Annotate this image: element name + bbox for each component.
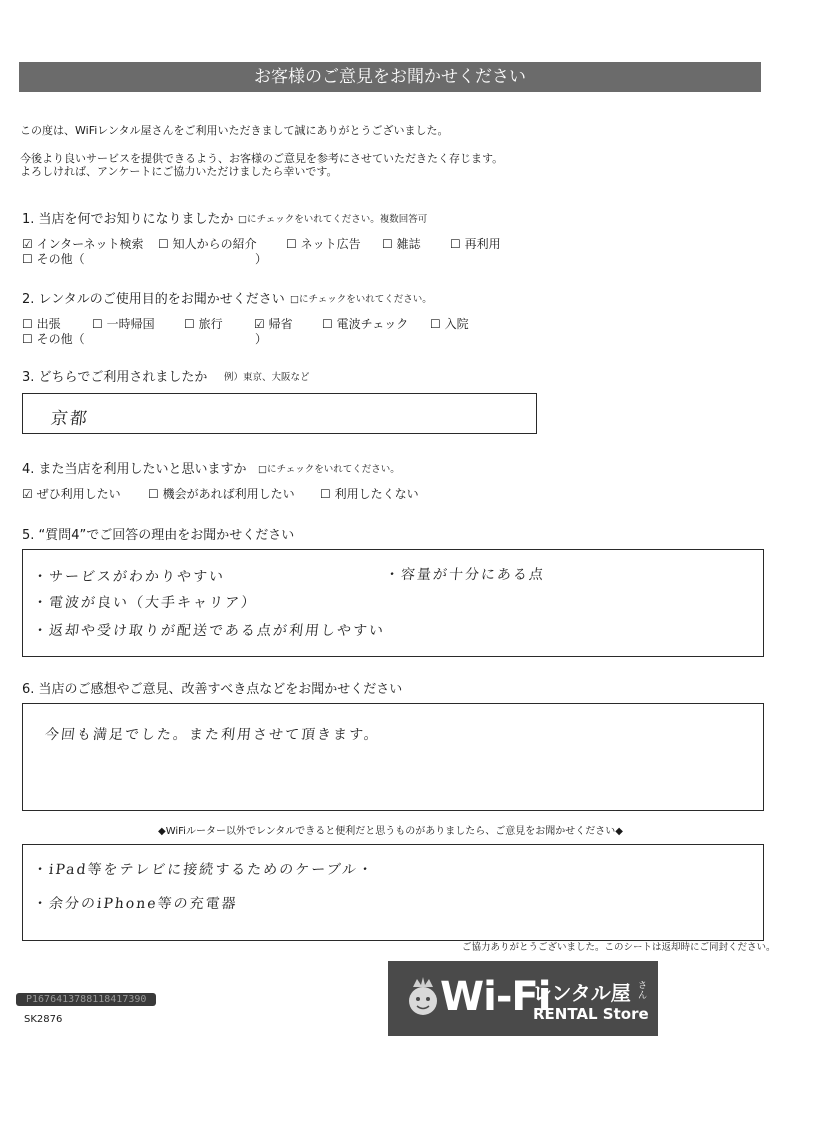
intro-line-2: 今後より良いサービスを提供できるよう、お客様のご意見を参考にさせていただきたく存じます。 (20, 152, 504, 165)
checkbox-icon[interactable]: ☐ (184, 317, 195, 331)
q1-note: □にチェックをいれてください。複数回答可 (238, 214, 428, 225)
q4-title: 4. また当店を利用したいと思いますか (22, 462, 247, 477)
q5-answer-2: ・容量が十分にある点 (384, 567, 546, 583)
q1-other-close: ） (255, 252, 268, 266)
q5-answer-3: ・電波が良い（大手キャリア） (32, 595, 258, 611)
q1-option-friend[interactable]: ☐ 知人からの紹介 (158, 237, 257, 251)
checkbox-checked-icon[interactable]: ☑ (254, 317, 265, 331)
checkbox-icon[interactable]: ☐ (158, 237, 169, 251)
sheet-code: SK2876 (24, 1014, 63, 1025)
checkbox-icon[interactable]: ☐ (22, 252, 33, 266)
thanks-note: ご協力ありがとうございました。このシートは返却時にご同封ください。 (462, 942, 776, 953)
q1-option-net-ad[interactable]: ☐ ネット広告 (286, 237, 361, 251)
q3-answer: 京都 (49, 409, 90, 429)
q2-other-close: ） (255, 332, 268, 346)
checkbox-icon[interactable]: ☐ (320, 487, 331, 501)
q3-note: 例）東京、大阪など (224, 372, 310, 383)
checkbox-checked-icon[interactable]: ☑ (22, 487, 33, 501)
q5-answer-1: ・サービスがわかりやすい (32, 569, 226, 585)
q7-answer-1: ・iPad等をテレビに接続するためのケーブル・ (32, 862, 375, 878)
q3-answer-box[interactable] (22, 393, 537, 434)
q5-answer-4: ・返却や受け取りが配送である点が利用しやすい (32, 623, 386, 639)
q4-option-maybe[interactable]: ☐ 機会があれば利用したい (148, 487, 295, 501)
q4-option-no[interactable]: ☐ 利用したくない (320, 487, 419, 501)
intro-line-1: この度は、WiFiレンタル屋さんをご利用いただきまして誠にありがとうございました。 (20, 124, 449, 137)
q2-option-temp-return[interactable]: ☐ 一時帰国 (92, 317, 155, 331)
checkbox-icon[interactable]: ☐ (322, 317, 333, 331)
intro-line-3: よろしければ、アンケートにご協力いただけましたら幸いです。 (20, 165, 338, 178)
q2-option-other[interactable]: ☐ その他（ (22, 332, 85, 346)
q5-answer-box[interactable] (22, 549, 764, 657)
tracking-number: P1676413788118417390 (16, 993, 156, 1006)
q2-option-business[interactable]: ☐ 出張 (22, 317, 61, 331)
checkbox-icon[interactable]: ☐ (286, 237, 297, 251)
logo-japanese-text: レンタル屋 (532, 981, 631, 1005)
checkbox-icon[interactable]: ☐ (148, 487, 159, 501)
checkbox-icon[interactable]: ☐ (22, 317, 33, 331)
page-title: お客様のご意見をお聞かせください (19, 62, 761, 92)
q1-option-internet[interactable]: ☑ インターネット検索 (22, 237, 144, 251)
q7-title: ◆WiFiルーター以外でレンタルできると便利だと思うものがありましたら、ご意見をお聞かせください◆ (158, 826, 623, 837)
q2-option-hospital[interactable]: ☐ 入院 (430, 317, 469, 331)
q2-option-signal-check[interactable]: ☐ 電波チェック (322, 317, 409, 331)
checkbox-icon[interactable]: ☐ (92, 317, 103, 331)
q1-title: 1. 当店を何でお知りになりましたか (22, 212, 234, 227)
q2-title: 2. レンタルのご使用目的をお聞かせください (22, 292, 285, 307)
q3-title: 3. どちらでご利用されましたか (22, 370, 208, 385)
logo-english-text: RENTAL Store (533, 1005, 649, 1023)
q6-title: 6. 当店のご感想やご意見、改善すべき点などをお聞かせください (22, 682, 403, 697)
q5-title: 5. “質問4”でご回答の理由をお聞かせください (22, 528, 295, 543)
q1-option-magazine[interactable]: ☐ 雑誌 (382, 237, 421, 251)
q7-answer-2: ・余分のiPhone等の充電器 (32, 896, 239, 912)
q4-note: □にチェックをいれてください。 (258, 464, 400, 475)
q7-answer-box[interactable] (22, 844, 764, 941)
mascot-icon (404, 975, 442, 1023)
q2-option-homecoming[interactable]: ☑ 帰省 (254, 317, 293, 331)
q4-option-definitely[interactable]: ☑ ぜひ利用したい (22, 487, 121, 501)
q2-option-travel[interactable]: ☐ 旅行 (184, 317, 223, 331)
logo-san-text: さん (638, 981, 648, 1001)
checkbox-icon[interactable]: ☐ (430, 317, 441, 331)
checkbox-checked-icon[interactable]: ☑ (22, 237, 33, 251)
q2-note: □にチェックをいれてください。 (290, 294, 432, 305)
q1-option-other[interactable]: ☐ その他（ (22, 252, 85, 266)
q6-answer: 今回も満足でした。また利用させて頂きます。 (44, 727, 381, 743)
q6-answer-box[interactable] (22, 703, 764, 811)
checkbox-icon[interactable]: ☐ (22, 332, 33, 346)
q1-option-reuse[interactable]: ☐ 再利用 (450, 237, 501, 251)
logo-wifi-text: Wi-Fi (440, 974, 551, 1020)
checkbox-icon[interactable]: ☐ (450, 237, 461, 251)
checkbox-icon[interactable]: ☐ (382, 237, 393, 251)
